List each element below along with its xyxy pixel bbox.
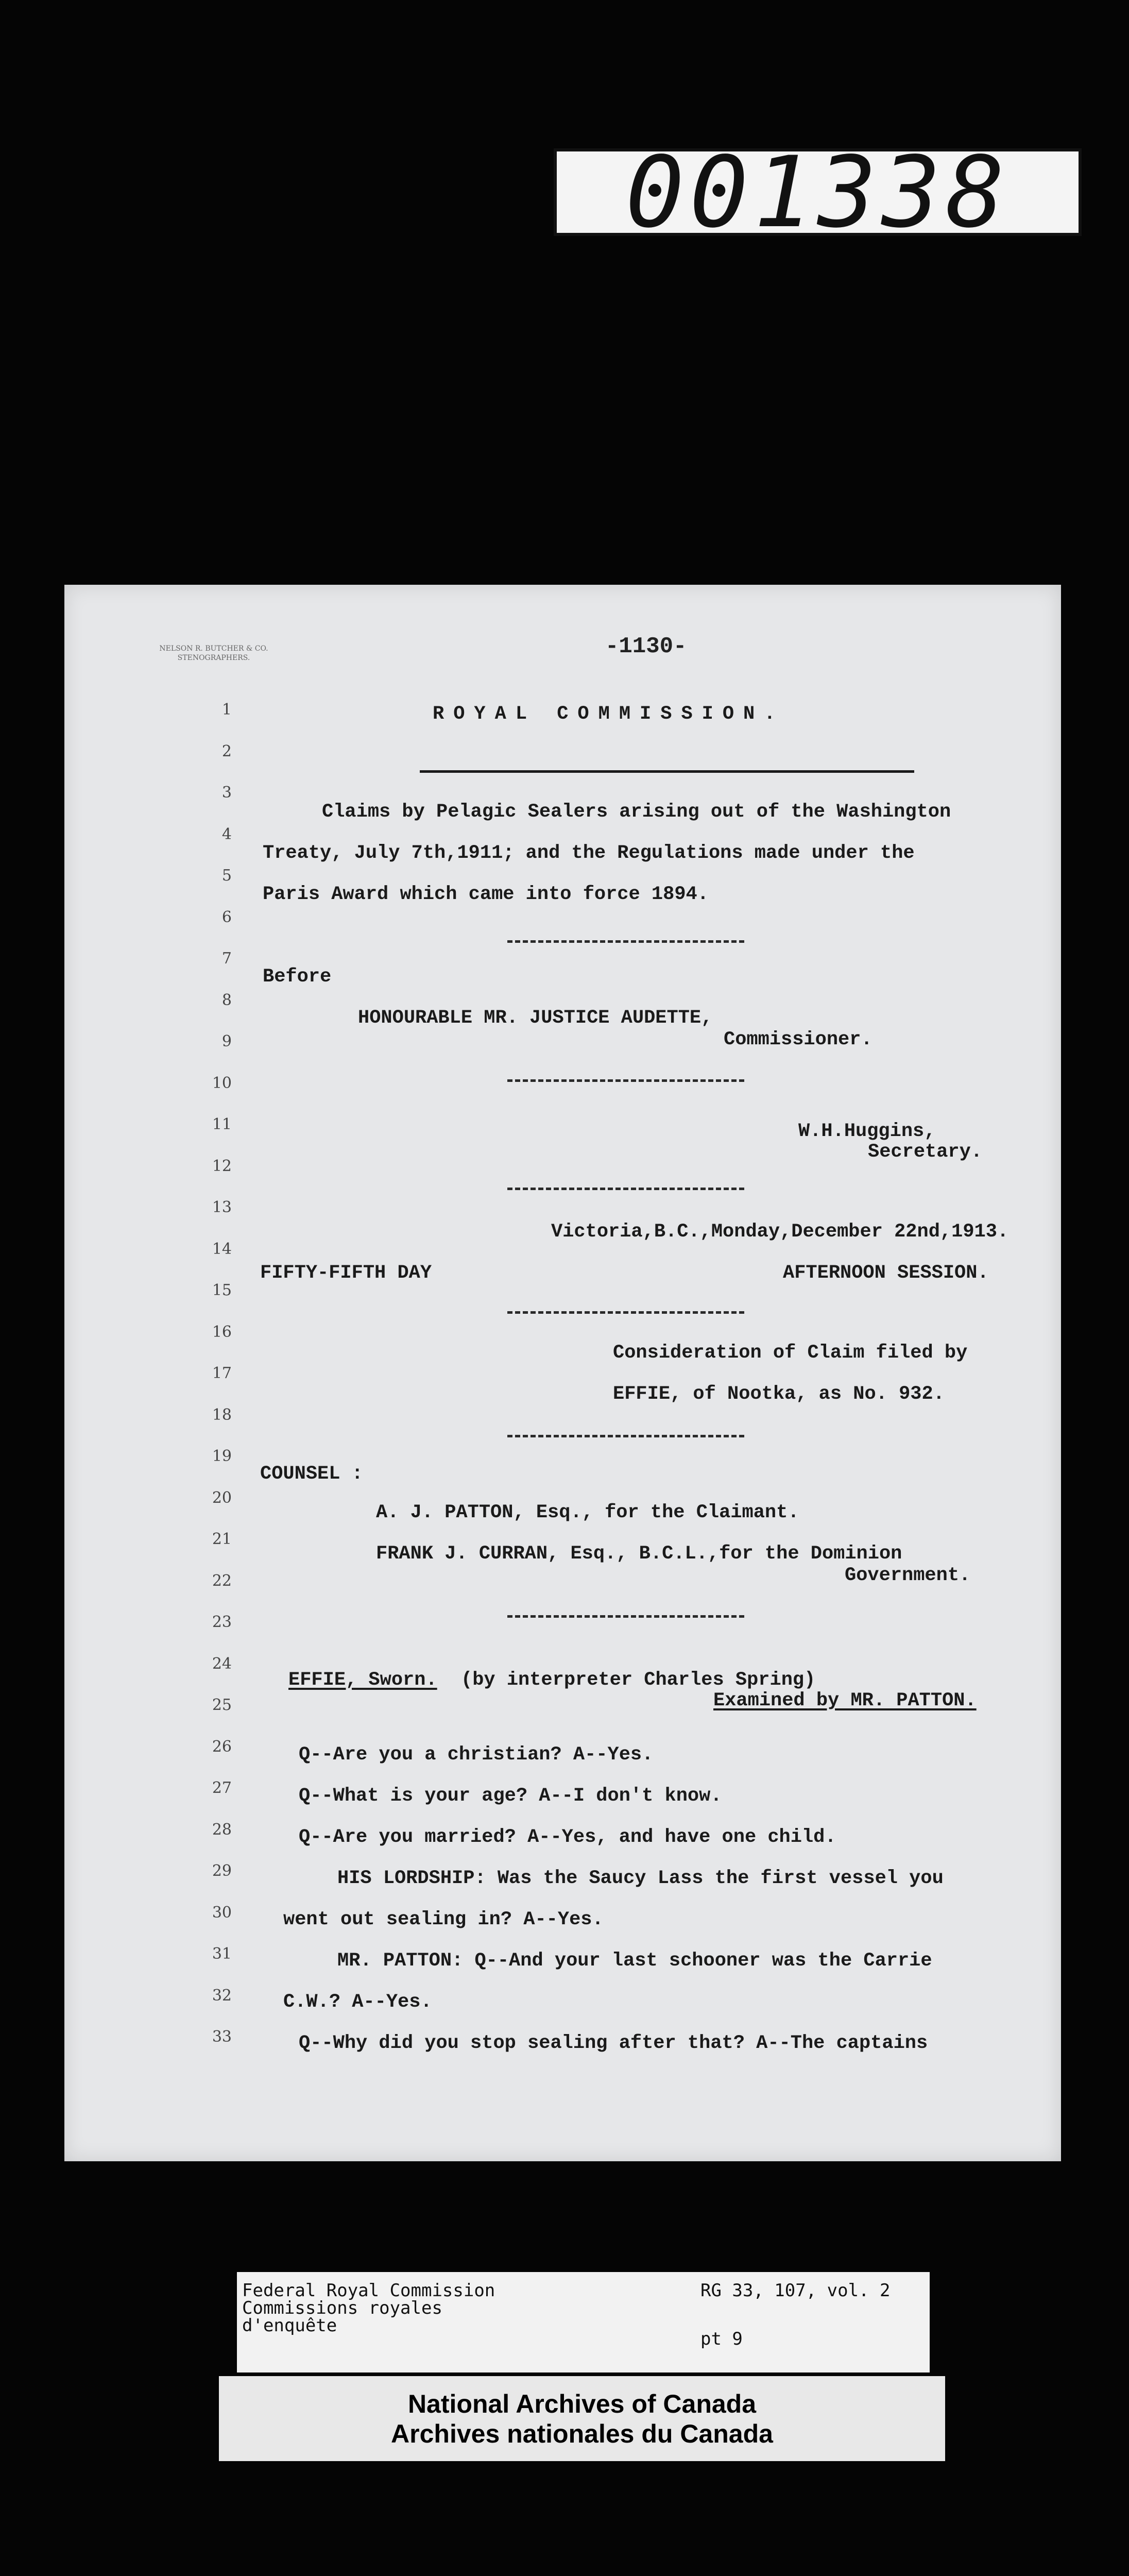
title-rule: [420, 770, 914, 773]
line-number: 18: [212, 1405, 232, 1424]
counsel-label: COUNSEL :: [260, 1463, 363, 1485]
line-number: 2: [221, 742, 232, 760]
line-number: 31: [212, 1945, 232, 1963]
line-number: 11: [212, 1115, 232, 1133]
line-number: 32: [212, 1986, 232, 2005]
consideration-line-1: Consideration of Claim filed by: [613, 1342, 968, 1364]
line-number: 23: [212, 1613, 232, 1631]
label-line-2: Commissions royales: [242, 2298, 442, 2318]
secretary-name: W.H.Huggins,: [798, 1121, 936, 1142]
separator-rule: [507, 1079, 744, 1082]
line-number: 25: [212, 1696, 232, 1714]
secretary-role: Secretary.: [868, 1141, 983, 1163]
claims-line-2: Treaty, July 7th,1911; and the Regulations made under the: [263, 842, 915, 864]
line-number: 9: [221, 1032, 232, 1050]
line-number: 26: [212, 1737, 232, 1756]
question-6: Q--Why did you stop sealing after that? A--The captains: [299, 2032, 928, 2054]
question-2: Q--What is your age? A--I don't know.: [299, 1785, 722, 1807]
separator-rule: [507, 1435, 744, 1437]
line-number: 8: [221, 991, 232, 1009]
line-number: 1: [221, 701, 232, 719]
archive-name-en: National Archives of Canada: [407, 2389, 757, 2418]
consideration-line-2: EFFIE, of Nootka, as No. 932.: [613, 1383, 945, 1405]
line-number: 20: [212, 1488, 232, 1507]
before-label: Before: [263, 966, 332, 988]
line-number: 27: [212, 1779, 232, 1797]
separator-rule: [507, 1188, 744, 1190]
line-number: 10: [212, 1074, 232, 1092]
archive-name-fr: Archives nationales du Canada: [391, 2419, 773, 2448]
line-number: 12: [212, 1157, 232, 1175]
label-line-1: Federal Royal Commission: [242, 2280, 495, 2301]
collection-label: [237, 2272, 930, 2372]
page-number: -1130-: [605, 634, 687, 659]
line-number: 6: [221, 908, 232, 926]
document-title: ROYAL COMMISSION.: [433, 703, 785, 725]
commissioner-name: HONOURABLE MR. JUSTICE AUDETTE,: [358, 1007, 713, 1029]
question-3: Q--Are you married? A--Yes, and have one child.: [299, 1826, 836, 1848]
question-4: HIS LORDSHIP: Was the Saucy Lass the first vessel you: [337, 1868, 944, 1889]
line-number: 29: [212, 1862, 232, 1880]
separator-rule: [507, 940, 744, 943]
day-label: FIFTY-FIFTH DAY: [260, 1262, 432, 1284]
line-number: 33: [212, 2028, 232, 2046]
line-number: 14: [212, 1240, 232, 1258]
question-5: MR. PATTON: Q--And your last schooner was the Carrie: [337, 1950, 932, 1972]
witness-note: (by interpreter Charles Spring): [461, 1669, 816, 1691]
counsel-dominion-cont: Government.: [845, 1565, 971, 1586]
label-part: pt 9: [700, 2329, 743, 2349]
line-number: 4: [221, 825, 232, 843]
line-number: 16: [212, 1323, 232, 1341]
question-4-cont: went out sealing in? A--Yes.: [283, 1909, 604, 1930]
document-page: [64, 585, 1061, 2161]
session-label: AFTERNOON SESSION.: [783, 1262, 989, 1284]
line-number: 7: [221, 950, 232, 968]
date-line: Victoria,B.C.,Monday,December 22nd,1913.: [551, 1221, 1009, 1243]
claims-line-3: Paris Award which came into force 1894.: [263, 884, 709, 905]
line-number: 13: [212, 1198, 232, 1216]
commissioner-role: Commissioner.: [724, 1029, 873, 1050]
line-number: 22: [212, 1571, 232, 1590]
separator-rule: [507, 1311, 744, 1314]
label-line-3: d'enquête: [242, 2315, 337, 2336]
line-number: 24: [212, 1654, 232, 1673]
line-number: 30: [212, 1903, 232, 1922]
line-number: 3: [221, 784, 232, 802]
claims-line-1: Claims by Pelagic Sealers arising out of the Washington: [322, 801, 951, 823]
frame-number: 001338: [554, 148, 1082, 236]
witness-name: EFFIE, Sworn.: [288, 1669, 437, 1691]
label-reference: RG 33, 107, vol. 2: [700, 2280, 891, 2301]
line-number: 28: [212, 1820, 232, 1839]
separator-rule: [507, 1615, 744, 1618]
line-number: 5: [221, 867, 232, 885]
stenographer-stamp: NELSON R. BUTCHER & CO. STENOGRAPHERS.: [159, 645, 268, 662]
question-1: Q--Are you a christian? A--Yes.: [299, 1744, 654, 1766]
examined-by: Examined by MR. PATTON.: [713, 1690, 977, 1711]
line-number: 17: [212, 1364, 232, 1382]
counsel-dominion: FRANK J. CURRAN, Esq., B.C.L.,for the Dominion: [376, 1543, 902, 1565]
line-number: 19: [212, 1447, 232, 1465]
archive-label: [219, 2376, 945, 2461]
line-number: 21: [212, 1530, 232, 1548]
question-5-cont: C.W.? A--Yes.: [283, 1991, 432, 2013]
line-number: 15: [212, 1281, 232, 1299]
counsel-claimant: A. J. PATTON, Esq., for the Claimant.: [376, 1502, 799, 1523]
